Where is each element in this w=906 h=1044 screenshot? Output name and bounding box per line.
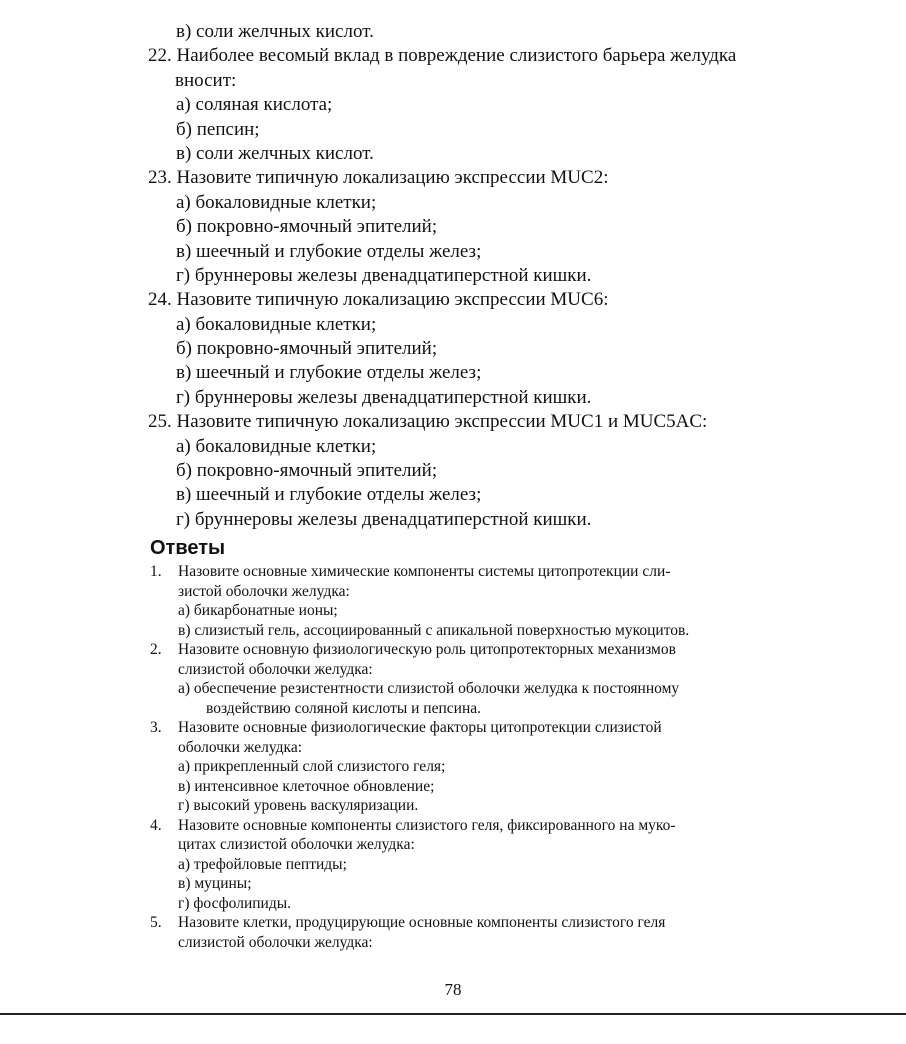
answer-number: 3.	[150, 719, 162, 736]
option-line: а) соляная кислота;	[176, 94, 333, 116]
answer-continuation: оболочки желудка:	[178, 738, 303, 756]
answer-option-line: в) интенсивное клеточное обновление;	[178, 777, 435, 795]
answer-option-line: воздействию соляной кислоты и пепсина.	[206, 699, 482, 717]
answer-question-text: Назовите основные химические компоненты системы цитопротекции сли-	[178, 563, 671, 580]
question-line: 23. Назовите типичную локализацию экспрессии MUC2:	[148, 167, 609, 189]
option-line: в) соли желчных кислот.	[176, 21, 374, 42]
question-line: 24. Назовите типичную локализацию экспрессии MUC6:	[148, 289, 609, 311]
answer-option-line: а) трефойловые пептиды;	[178, 855, 347, 873]
option-line: а) бокаловидные клетки;	[176, 313, 377, 335]
answer-question-line	[150, 718, 760, 738]
option-line: б) покровно-ямочный эпителий;	[176, 216, 438, 238]
answer-number: 4.	[150, 816, 162, 834]
option-line: в) соли желчных кислот.	[176, 142, 374, 164]
page-number: 78	[444, 980, 462, 999]
option-line: в) шеечный и глубокие отделы желез;	[176, 484, 482, 506]
answer-continuation: слизистой оболочки желудка:	[178, 660, 373, 678]
option-line: б) пепсин;	[176, 118, 260, 140]
answer-number: 1.	[150, 563, 162, 580]
bottom-rule	[0, 1013, 906, 1015]
answer-option-line: в) слизистый гель, ассоциированный с апикальной поверхностью мукоцитов.	[178, 621, 690, 639]
answer-question-line	[150, 562, 760, 582]
answer-question-line	[150, 913, 760, 933]
answer-option-line: а) бикарбонатные ионы;	[178, 602, 338, 619]
answer-question-text: Назовите основные физиологические факторы цитопротекции слизистой	[178, 719, 662, 736]
answer-option-line: в) муцины;	[178, 875, 252, 892]
answer-continuation: зистой оболочки желудка:	[178, 582, 350, 600]
answer-option-line: а) обеспечение резистентности слизистой оболочки желудка к постоянному	[178, 680, 680, 697]
answer-option-line: г) высокий уровень васкуляризации.	[178, 797, 419, 814]
option-line: а) бокаловидные клетки;	[176, 435, 377, 457]
question-continuation: вносит:	[175, 69, 237, 91]
option-line: б) покровно-ямочный эпителий;	[176, 338, 438, 360]
option-line: г) бруннеровы железы двенадцатиперстной кишки.	[176, 508, 592, 530]
answers-heading: Ответы	[150, 537, 226, 559]
answer-question-line	[150, 640, 760, 660]
answer-question-line	[150, 816, 760, 836]
answer-continuation: слизистой оболочки желудка:	[178, 933, 373, 951]
answer-number: 2.	[150, 641, 162, 658]
option-line: б) покровно-ямочный эпителий;	[176, 460, 438, 482]
option-line: г) бруннеровы железы двенадцатиперстной кишки.	[176, 264, 592, 286]
questions-list	[148, 20, 868, 532]
answers-list	[150, 562, 760, 952]
answer-option-line: г) фосфолипиды.	[178, 894, 292, 912]
answer-question-text: Назовите основные компоненты слизистого геля, фиксированного на муко-	[178, 816, 676, 834]
option-line: в) шеечный и глубокие отделы желез;	[176, 362, 482, 384]
question-line: 25. Назовите типичную локализацию экспрессии MUC1 и MUC5AC:	[148, 411, 708, 433]
answer-option-line: а) прикрепленный слой слизистого геля;	[178, 758, 446, 775]
answer-continuation: цитах слизистой оболочки желудка:	[178, 836, 415, 853]
answer-question-text: Назовите основную физиологическую роль цитопротекторных механизмов	[178, 641, 676, 658]
option-line: в) шеечный и глубокие отделы желез;	[176, 240, 482, 262]
answer-question-text: Назовите клетки, продуцирующие основные компоненты слизистого геля	[178, 914, 666, 931]
question-line: 22. Наиболее весомый вклад в повреждение слизистого барьера желудка	[148, 45, 737, 67]
option-line: г) бруннеровы железы двенадцатиперстной кишки.	[176, 386, 592, 408]
answer-number: 5.	[150, 914, 162, 931]
option-line: а) бокаловидные клетки;	[176, 191, 377, 213]
